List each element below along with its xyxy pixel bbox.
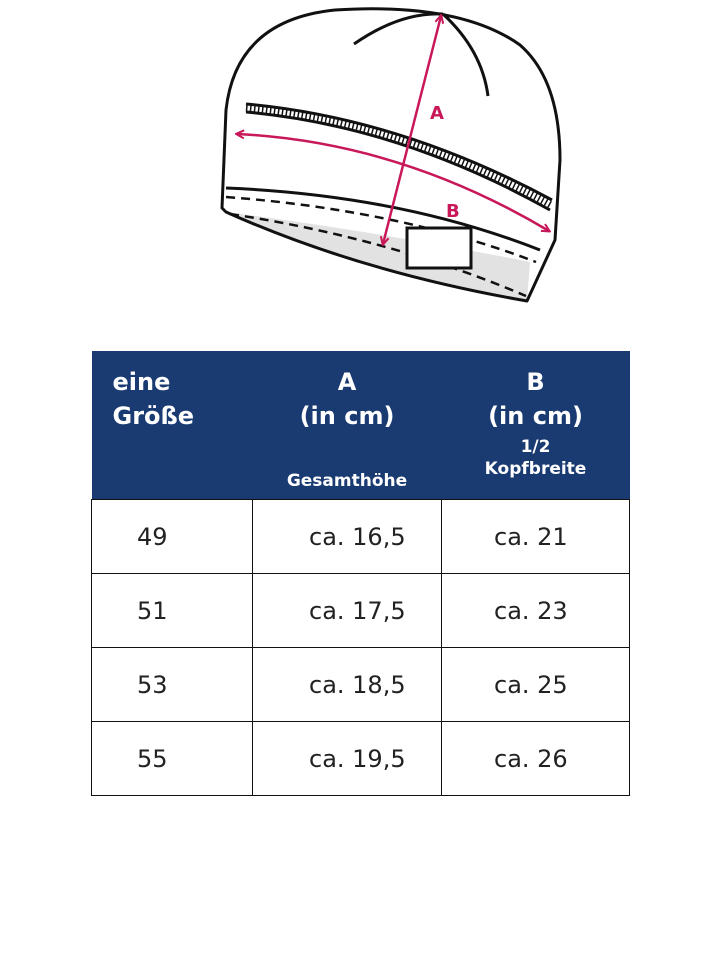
crown-seam-left (354, 14, 443, 44)
header-b-unit: (in cm) (488, 402, 583, 430)
cell-a: ca. 19,5 (253, 722, 442, 796)
cell-b: ca. 23 (442, 574, 630, 648)
header-b-fraction: 1/2 (520, 437, 551, 457)
label-tag (407, 228, 471, 268)
beanie-measurement-diagram (0, 0, 720, 320)
size-table (91, 351, 630, 796)
table-row (92, 500, 630, 574)
table-row (92, 722, 630, 796)
header-b (442, 351, 630, 500)
cell-size: 49 (92, 500, 253, 574)
cell-size: 55 (92, 722, 253, 796)
header-b-description: Kopfbreite (484, 459, 587, 479)
measure-a-label: A (430, 103, 444, 124)
header-size-line-1: eine (112, 368, 171, 396)
measure-b-label: B (446, 201, 460, 222)
header-a-unit: (in cm) (299, 402, 395, 430)
cell-size: 53 (92, 648, 253, 722)
table-row (92, 574, 630, 648)
header-size (92, 351, 253, 500)
header-b-letter: B (526, 368, 545, 396)
hat-inner-lining (226, 212, 530, 301)
cell-a: ca. 16,5 (253, 500, 442, 574)
cell-size: 51 (92, 574, 253, 648)
header-a (253, 351, 442, 500)
cell-b: ca. 26 (442, 722, 630, 796)
cell-a: ca. 18,5 (253, 648, 442, 722)
header-size-line-2: Größe (112, 402, 195, 430)
cell-b: ca. 21 (442, 500, 630, 574)
header-a-description: Gesamthöhe (286, 471, 408, 491)
cell-b: ca. 25 (442, 648, 630, 722)
cell-a: ca. 17,5 (253, 574, 442, 648)
table-row (92, 648, 630, 722)
header-a-letter: A (337, 368, 357, 396)
knit-band-bottom (246, 112, 550, 210)
knit-band-texture (246, 108, 551, 205)
table-header-row (92, 351, 630, 500)
